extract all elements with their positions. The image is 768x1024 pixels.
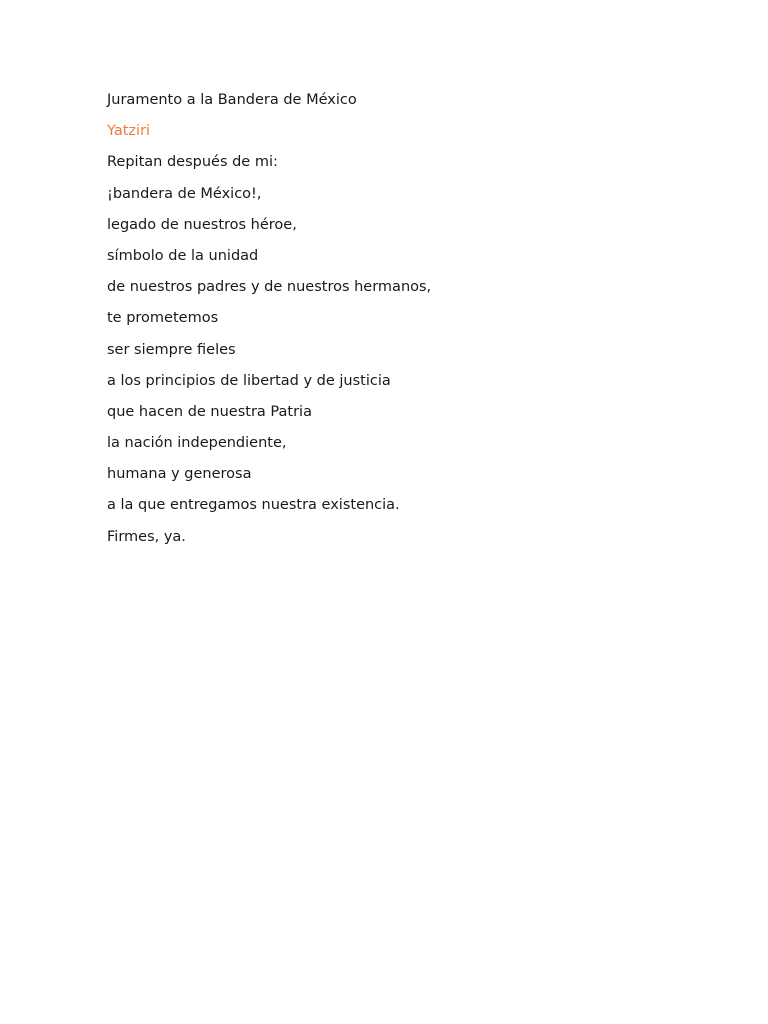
- poem-line: Repitan después de mi:: [107, 154, 278, 171]
- poem-line: a los principios de libertad y de justicia: [107, 372, 391, 389]
- poem-line: legado de nuestros héroe,: [107, 216, 297, 233]
- poem-line: a la que entregamos nuestra existencia.: [107, 497, 400, 514]
- document-title: Juramento a la Bandera de México: [107, 92, 357, 108]
- poem-line: te prometemos: [107, 310, 219, 327]
- poem-line: humana y generosa: [107, 466, 252, 483]
- poem-line: Firmes, ya.: [107, 528, 186, 545]
- poem-line: símbolo de la unidad: [107, 247, 259, 264]
- poem-line: la nación independiente,: [107, 435, 287, 452]
- poem-line: de nuestros padres y de nuestros hermanos,: [107, 279, 432, 296]
- poem-line: que hacen de nuestra Patria: [107, 403, 312, 420]
- poem-line: ser siempre fieles: [107, 341, 236, 358]
- document-body: [107, 89, 707, 557]
- poem-line: ¡bandera de México!,: [107, 185, 262, 202]
- author-name: Yatziri: [107, 123, 151, 140]
